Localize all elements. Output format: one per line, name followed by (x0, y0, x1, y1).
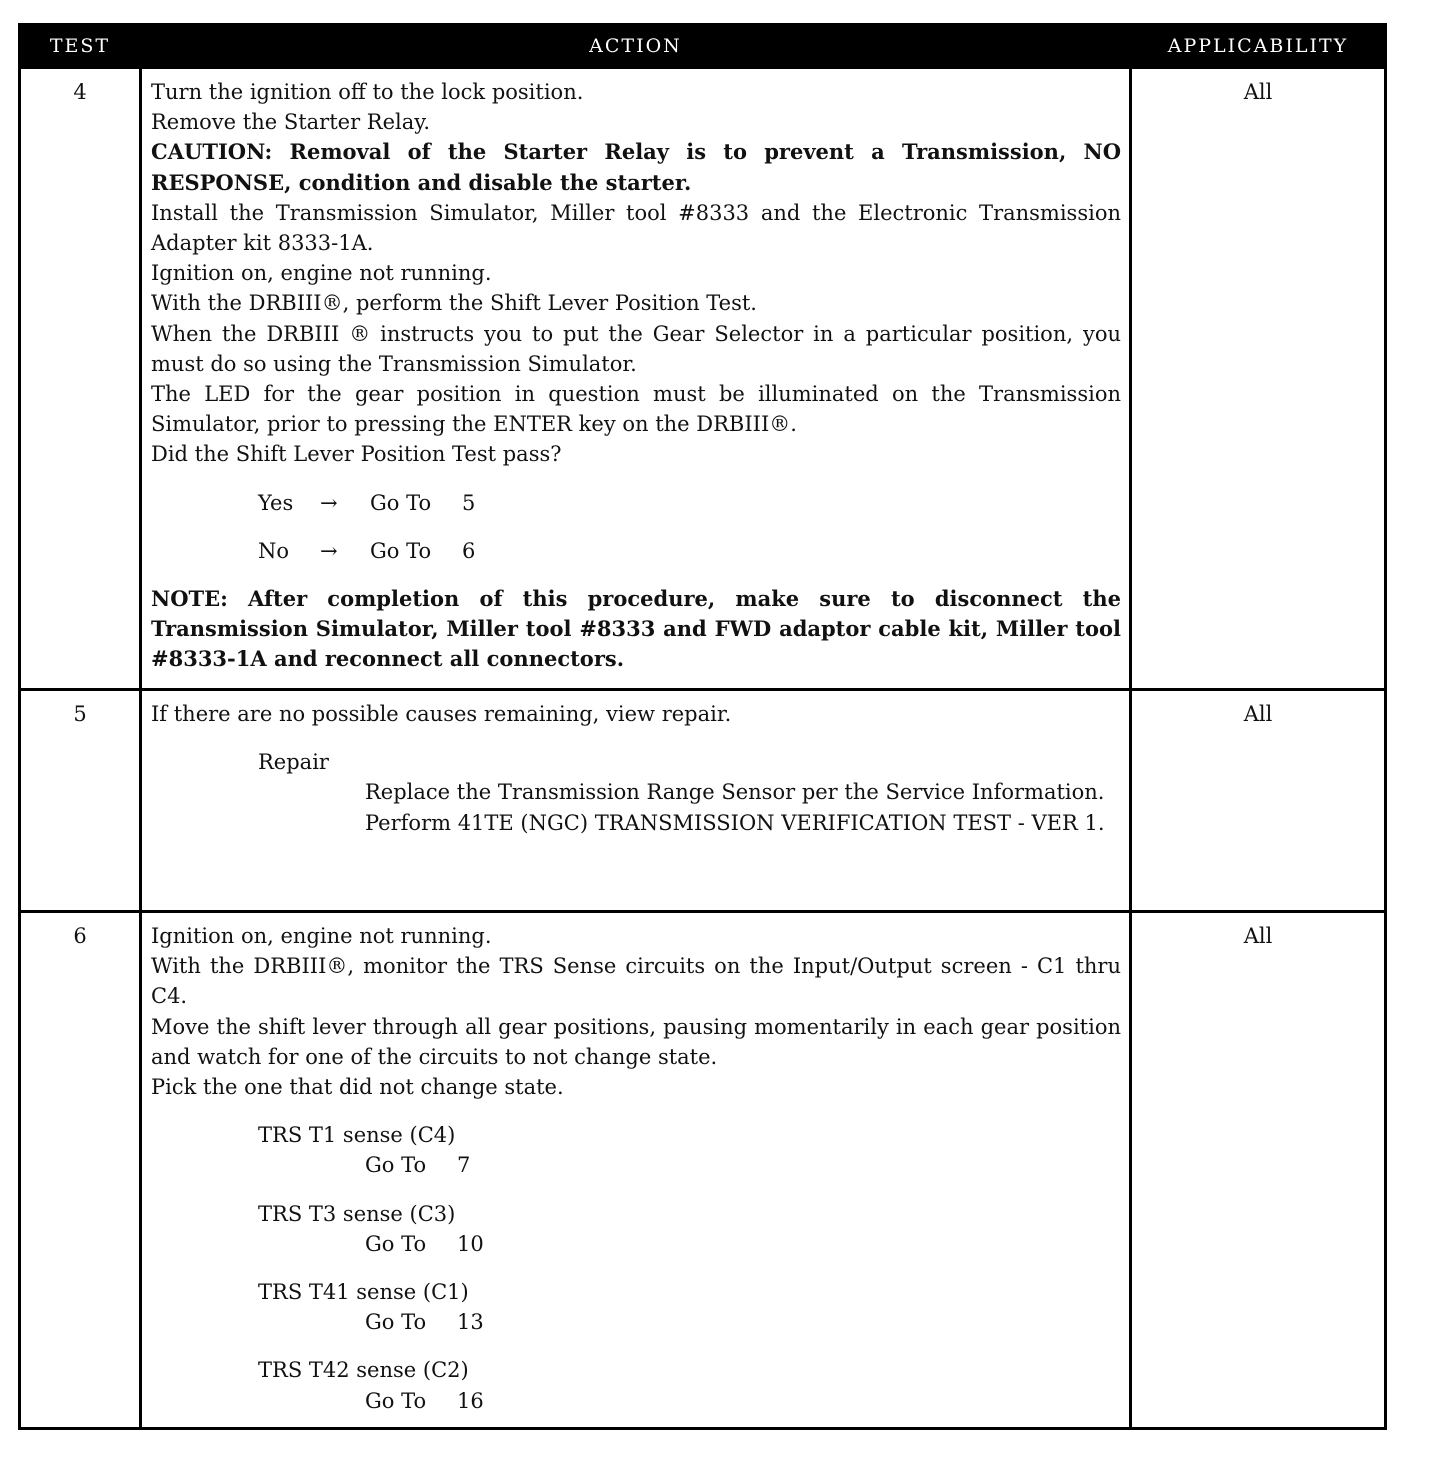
goto-label: Go To (365, 1231, 427, 1256)
branch-label: No (258, 538, 290, 563)
action-line: Did the Shift Lever Position Test pass? (151, 442, 562, 467)
header-row (20, 25, 1386, 68)
table-row (20, 68, 1386, 690)
goto-target: 7 (457, 1153, 471, 1178)
goto-label: Go To (370, 490, 432, 515)
goto-target: 10 (457, 1231, 484, 1256)
note-text: NOTE: After completion of this procedure, make sure to disconnect the Transmission Simulator, Miller tool #8333 and FWD adaptor cable kit, Miller tool #8333-1A and reconnect all connectors. (151, 586, 1121, 672)
choice-goto (365, 1229, 1121, 1259)
action-line: Ignition on, engine not running. (151, 924, 492, 948)
choice-goto (365, 1150, 1121, 1180)
action-line: The LED for the gear position in question must be illuminated on the Transmission Simulator, prior to pressing the ENTER key on the DRBIII®. (151, 382, 1121, 437)
header-action: ACTION (141, 25, 1131, 68)
choice-label: TRS T1 sense (C4) (258, 1123, 456, 1148)
action-line: Turn the ignition off to the lock position. (151, 80, 584, 104)
goto-target: 5 (462, 490, 476, 515)
action-line: With the DRBIII®, monitor the TRS Sense circuits on the Input/Output screen - C1 thru C4. (151, 954, 1121, 1009)
choice-label: TRS T3 sense (C3) (258, 1201, 456, 1226)
test-number: 5 (20, 690, 141, 912)
goto-label: Go To (365, 1153, 427, 1178)
table-row (20, 912, 1386, 1429)
branch-label: Yes (258, 490, 294, 515)
applicability-value: All (1131, 912, 1386, 1429)
action-line: Remove the Starter Relay. (151, 110, 431, 135)
applicability-value: All (1131, 690, 1386, 912)
action-line: Ignition on, engine not running. (151, 261, 492, 286)
action-cell (141, 68, 1131, 690)
goto-target: 13 (457, 1310, 484, 1335)
repair-line: Replace the Transmission Range Sensor per the Service Information. (365, 780, 1105, 805)
action-line: When the DRBIII ® instructs you to put the Gear Selector in a particular position, you must do so using the Transmission Simulator. (151, 321, 1121, 376)
goto-label: Go To (370, 538, 432, 563)
branch-yes (258, 488, 1121, 518)
action-line: With the DRBIII®, perform the Shift Lever Position Test. (151, 291, 757, 316)
header-applicability: APPLICABILITY (1131, 25, 1386, 68)
choice-label: TRS T42 sense (C2) (258, 1358, 469, 1383)
header-test: TEST (20, 25, 141, 68)
goto-label: Go To (365, 1310, 427, 1335)
action-line: Pick the one that did not change state. (151, 1075, 564, 1100)
branch-no (258, 536, 1121, 566)
action-line: If there are no possible causes remaining, view repair. (151, 702, 732, 726)
arrow-right-icon: → (320, 538, 338, 563)
arrow-right-icon: → (320, 490, 338, 515)
choice-goto (365, 1386, 1121, 1416)
repair-label: Repair (258, 750, 329, 775)
table-row (20, 690, 1386, 912)
caution-text: CAUTION: Removal of the Starter Relay is to prevent a Transmission, NO RESPONSE, condition and disable the starter. (151, 139, 1121, 195)
goto-label: Go To (365, 1388, 427, 1413)
action-cell (141, 690, 1131, 912)
action-cell (141, 912, 1131, 1429)
test-number: 4 (20, 68, 141, 690)
choice-goto (365, 1307, 1121, 1337)
choice-label: TRS T41 sense (C1) (258, 1280, 469, 1305)
repair-line: Perform 41TE (NGC) TRANSMISSION VERIFICATION TEST - VER 1. (365, 810, 1105, 835)
diagnostic-test-table (18, 23, 1387, 1430)
action-line: Install the Transmission Simulator, Miller tool #8333 and the Electronic Transmission Adapter kit 8333-1A. (151, 200, 1121, 256)
test-number: 6 (20, 912, 141, 1429)
action-line: Move the shift lever through all gear positions, pausing momentarily in each gear position and watch for one of the circuits to not change state. (151, 1014, 1121, 1069)
goto-target: 6 (462, 538, 476, 563)
applicability-value: All (1131, 68, 1386, 690)
goto-target: 16 (457, 1388, 484, 1413)
